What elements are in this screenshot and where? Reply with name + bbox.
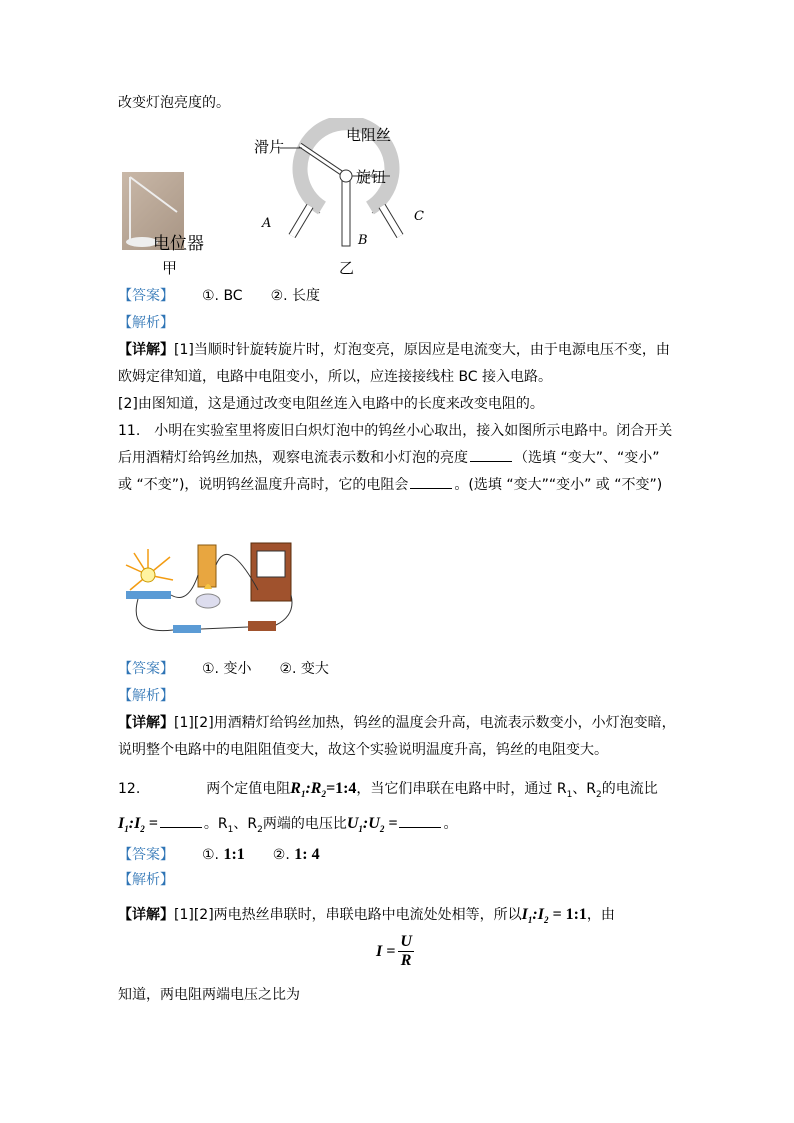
photo-caption: 甲	[162, 259, 178, 277]
analysis-tag: 【解析】	[118, 872, 174, 888]
answer-tag: 【答案】	[118, 288, 174, 304]
question-number: 11.	[118, 423, 141, 439]
detail-tag: 【详解】	[118, 907, 174, 923]
analysis-tag: 【解析】	[118, 315, 174, 331]
math-r1-r2: $R_1:R_2=$	[290, 780, 336, 800]
text: 的电流比	[601, 781, 658, 797]
math-value: 1:4	[335, 780, 357, 797]
text: 两端的电压比	[262, 816, 347, 832]
text-line: 说明整个电路中的电阻阻值变大，故这个实验说明温度升高，钨丝的电阻变大。	[118, 742, 608, 758]
text-line: 改变灯泡亮度的。	[118, 95, 230, 111]
answer-blank[interactable]	[160, 815, 202, 828]
math-value: 1:1	[565, 906, 587, 923]
text: 后用酒精灯给钨丝加热，观察电流表示数和小灯泡的亮度	[118, 450, 468, 466]
detail-tag: 【详解】	[118, 715, 174, 731]
math-u1-u2: $U_1:U_2$ =	[346, 815, 398, 835]
math-i1-i2: $I_1:I_2$ =	[521, 906, 566, 926]
answer-blank[interactable]	[399, 815, 441, 828]
answer-blank[interactable]	[410, 476, 452, 489]
ohms-law-formula	[376, 933, 414, 970]
formula-denominator: R	[400, 952, 412, 969]
document-page: 改变灯泡亮度的。 电位器 甲 滑片 电阻丝 旋钮 A B C 乙 【答案】 ①. BC ②. 长度 【解析】 【详解】[1]当顺时针旋转旋片时，灯泡变亮，原因应是电流变大，由于电源电压不变，由 欧姆定律知道，电路中电阻变小，所以，应连接接线柱 BC 接入电路。 [2]由图知道，这是通过改变电阻丝连入电路中的长度来改变电阻的。 11. 小明在实验室里将废旧白炽灯泡中的钨丝小心取出，接入如图所示电路中。闭合开关 后用酒精灯给钨丝加热，观察电流表示数和小灯泡的亮度 （选填 “变大”、“变小” 或 “不变”)，说明钨丝温度升高时，它的电阻会 。(选填 “变大”“变小” 或 “不变”) 【答案】 ①. 变小 ②. 变大 【解析】 【详解】[1][2]用酒精灯给钨丝加热，钨丝的温度会升高，电流表示数变小，小灯泡变暗， 说明整个电路中的电阻阻值变大，故这个实验说明温度升高，钨丝的电阻变大。 12. 两个定值电阻$R_1:R_2=1:4$，当它们串联在电路中时，通过 $R_1$、$R_2$的电流比 $I_1:I_2$ = 。$R_1$、$R_2$两端的电压比$U_1:U_2$ = 。 【答案】 ①. 1:1 ②. 1: 4 【解析】 【详解】[1][2]两电热丝串联时，串联电路中电流处处相等，所以$I_1:I_2$ = 1:1，由 I = $\frac{U}{R}$ 知道，两电阻两端电压之比为	[0, 0, 794, 1123]
text-line: 欧姆定律知道，电路中电阻变小，所以，应连接接线柱 BC 接入电路。	[118, 369, 553, 385]
wire-label: 电阻丝	[346, 126, 392, 144]
terminal-b-label: B	[358, 233, 368, 248]
text: ，当它们串联在电路中时，通过 R	[356, 781, 567, 797]
text: 。(选填 “变大”“变小” 或 “不变”)	[454, 477, 663, 493]
text: 。	[443, 816, 458, 832]
answer-1: ①. BC	[202, 288, 243, 304]
text-line: 小明在实验室里将废旧白炽灯泡中的钨丝小心取出，接入如图所示电路中。闭合开关	[154, 423, 673, 439]
terminal-a-label: A	[262, 216, 272, 231]
answer-2: 1: 4	[294, 846, 320, 863]
text-line: [2]由图知道，这是通过改变电阻丝连入电路中的长度来改变电阻的。	[118, 396, 544, 412]
text: 、R	[233, 816, 258, 832]
answer-tag: 【答案】	[118, 847, 174, 863]
answer-2: ②. 长度	[270, 288, 321, 304]
text: 或 “不变”)，说明钨丝温度升高时，它的电阻会	[118, 477, 409, 493]
question-number: 12.	[118, 781, 141, 797]
text-line: [1][2]用酒精灯给钨丝加热，钨丝的温度会升高，电流表示数变小，小灯泡变暗，	[174, 715, 676, 731]
formula-lhs: I =	[376, 942, 396, 960]
formula-numerator: U	[400, 933, 412, 950]
terminal-c-label: C	[414, 209, 424, 224]
photo-label: 电位器	[153, 234, 204, 254]
answer-1-number: ①.	[202, 847, 220, 863]
answer-2: ②. 变大	[279, 661, 329, 677]
answer-1: ①. 变小	[202, 661, 252, 677]
text: 两个定值电阻	[206, 781, 291, 797]
text: 。R	[203, 816, 228, 832]
slider-label: 滑片	[254, 138, 285, 156]
text: （选填 “变大”、“变小”	[514, 450, 660, 466]
math-i1-i2: $I_1:I_2$ =	[118, 815, 158, 835]
diagram-caption: 乙	[339, 259, 355, 277]
analysis-tag: 【解析】	[118, 688, 174, 704]
detail-tag: 【详解】	[118, 342, 174, 358]
answer-2-number: ②.	[272, 847, 290, 863]
text: ，由	[586, 907, 615, 923]
text: [1][2]两电热丝串联时，串联电路中电流处处相等，所以	[174, 907, 522, 923]
text-line: 知道，两电阻两端电压之比为	[118, 987, 300, 1003]
answer-1: 1:1	[223, 846, 245, 863]
answer-blank[interactable]	[470, 449, 512, 462]
text: 、R	[572, 781, 597, 797]
knob-label: 旋钮	[356, 168, 387, 186]
circuit-diagram	[118, 535, 298, 645]
answer-tag: 【答案】	[118, 661, 174, 677]
text-line: [1]当顺时针旋转旋片时，灯泡变亮，原因应是电流变大，由于电源电压不变，由	[174, 342, 670, 358]
